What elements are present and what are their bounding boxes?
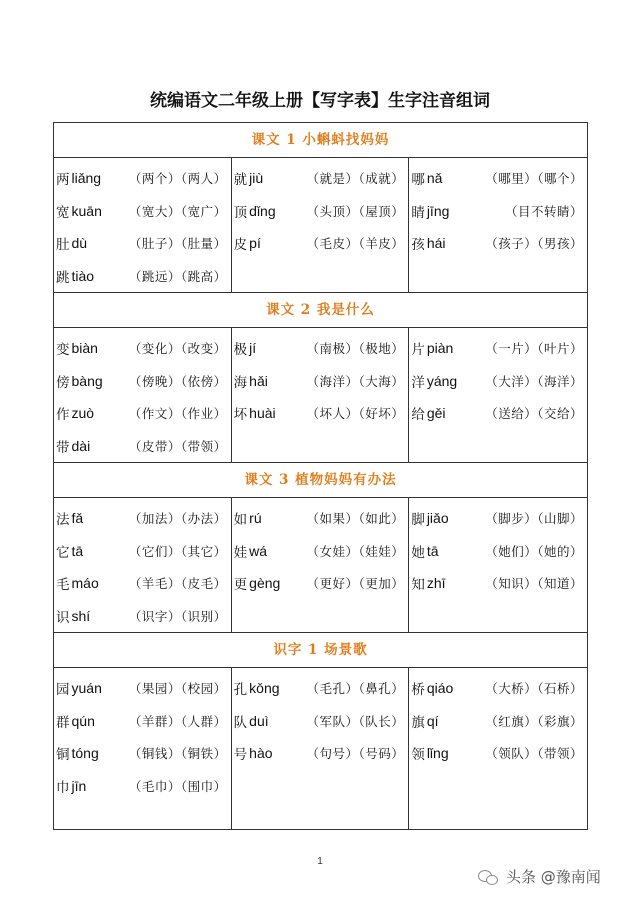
lesson-columns [54, 158, 587, 293]
word-examples: （她们）（她的） [485, 543, 583, 559]
character-entry [409, 672, 587, 705]
character-entry [232, 195, 409, 228]
character-entry [54, 365, 231, 398]
character-entry [409, 502, 587, 535]
word-examples: （大洋）（海洋） [485, 373, 583, 389]
column [409, 668, 587, 829]
lesson-section [54, 123, 587, 293]
character-entry [232, 737, 409, 770]
character: 如 [233, 512, 248, 529]
word-examples: （孩子）（男孩） [485, 236, 583, 252]
word-examples: （如果）（如此） [306, 511, 405, 527]
word-examples: （果园）（校园） [128, 681, 227, 697]
word-examples: （知识）（知道） [485, 576, 583, 592]
character-entry [232, 397, 409, 430]
word-examples: （它们）（其它） [128, 543, 227, 559]
character: 傍 [56, 374, 70, 391]
word-examples: （脚步）（山脚） [485, 511, 583, 527]
character: 洋 [411, 374, 425, 391]
character-entry [409, 195, 587, 228]
word-examples: （肚子）（肚量） [128, 236, 227, 252]
word-examples: （两个）（两人） [128, 171, 227, 187]
character-entry [54, 227, 231, 260]
word-examples: （女娃）（娃娃） [306, 543, 405, 559]
pinyin: gěi [426, 405, 446, 422]
word-examples: （傍晚）（依傍） [128, 373, 227, 389]
character: 铜 [56, 747, 70, 764]
column [232, 328, 410, 463]
word-examples: （毛孔）（鼻孔） [306, 681, 405, 697]
column [409, 158, 587, 293]
pinyin: jiǎo [426, 510, 449, 527]
character: 片 [411, 342, 425, 359]
character-entry [409, 737, 587, 770]
character-entry [409, 397, 587, 430]
character: 孔 [233, 682, 248, 699]
character-entry [54, 162, 231, 195]
character-entry [54, 502, 231, 535]
character-entry [232, 705, 409, 738]
word-examples: （句号）（号码） [306, 746, 405, 762]
watermark-text: 头条 @豫南闻 [506, 868, 601, 886]
watermark [478, 866, 601, 887]
character: 脚 [411, 512, 425, 529]
column [409, 328, 587, 463]
character: 宽 [56, 204, 70, 221]
character-entry [232, 332, 409, 365]
pinyin: liǎng [71, 170, 102, 187]
character: 变 [56, 342, 70, 359]
word-examples: （作文）（作业） [128, 406, 227, 422]
character-entry [409, 162, 587, 195]
character-entry [409, 332, 587, 365]
pinyin: qí [426, 712, 439, 729]
word-examples: （皮带）（带领） [128, 438, 227, 454]
word-examples: （毛巾）（围巾） [128, 778, 227, 794]
character-entry [54, 332, 231, 365]
pinyin: dǐng [249, 202, 276, 219]
pinyin: hái [426, 235, 446, 252]
character-table [53, 122, 588, 830]
character-entry [232, 162, 409, 195]
page-title: 统编语文二年级上册【写字表】生字注音组词 [150, 91, 490, 111]
pinyin: tiào [71, 267, 95, 284]
word-examples: （坏人）（好坏） [306, 406, 405, 422]
column [232, 498, 410, 633]
character: 知 [411, 577, 425, 594]
pinyin: huài [249, 405, 276, 422]
character: 队 [233, 714, 248, 731]
pinyin: jiù [249, 170, 264, 187]
column [232, 158, 410, 293]
character: 坏 [233, 407, 248, 424]
character: 巾 [56, 779, 70, 796]
character-entry [232, 567, 409, 600]
character-entry [232, 365, 409, 398]
word-examples: （铜钱）（铜铁） [128, 746, 227, 762]
page-number: 1 [317, 856, 323, 867]
character: 园 [56, 682, 70, 699]
pinyin: yuán [71, 680, 102, 697]
character: 睛 [411, 204, 425, 221]
pinyin: tā [426, 542, 439, 559]
character: 领 [411, 747, 425, 764]
lesson-heading: 课文 1 小蝌蚪找妈妈 [54, 123, 587, 158]
pinyin: gèng [249, 575, 281, 592]
word-examples: （大桥）（石桥） [485, 681, 583, 697]
character: 娃 [233, 544, 248, 561]
pinyin: bàng [71, 372, 103, 389]
character-entry [54, 737, 231, 770]
pinyin: kuān [71, 202, 102, 219]
character: 孩 [411, 237, 425, 254]
pinyin: nǎ [426, 170, 443, 187]
lesson-section [54, 293, 587, 463]
word-examples: （目不转睛） [504, 203, 583, 219]
word-examples: （羊毛）（皮毛） [128, 576, 227, 592]
character: 就 [233, 172, 248, 189]
pinyin: hǎi [249, 372, 268, 389]
lesson-heading: 课文 2 我是什么 [54, 293, 587, 328]
pinyin: fǎ [71, 510, 84, 527]
character-entry [54, 430, 231, 463]
word-examples: （送给）（交给） [485, 406, 583, 422]
lesson-columns [54, 498, 587, 633]
word-examples: （哪里）（哪个） [485, 171, 583, 187]
character-entry [54, 195, 231, 228]
pinyin: duì [249, 712, 269, 729]
character: 带 [56, 439, 70, 456]
character-entry [54, 567, 231, 600]
character: 皮 [233, 237, 248, 254]
pinyin: biàn [71, 340, 98, 357]
lesson-section [54, 463, 587, 633]
character-entry [54, 672, 231, 705]
word-examples: （领队）（带领） [485, 746, 583, 762]
character-entry [54, 260, 231, 293]
character-entry [54, 535, 231, 568]
word-examples: （头顶）（屋顶） [306, 203, 405, 219]
character-entry [409, 365, 587, 398]
wechat-icon [478, 868, 500, 886]
lesson-heading: 识字 1 场景歌 [54, 633, 587, 668]
word-examples: （宽大）（宽广） [128, 203, 227, 219]
word-examples: （变化）（改变） [128, 341, 227, 357]
pinyin: lǐng [426, 745, 449, 762]
column [54, 328, 232, 463]
word-examples: （南极）（极地） [306, 341, 405, 357]
character: 两 [56, 172, 70, 189]
pinyin: wá [249, 542, 268, 559]
character: 更 [233, 577, 248, 594]
character: 桥 [411, 682, 425, 699]
character-entry [409, 567, 587, 600]
character: 极 [233, 342, 248, 359]
word-examples: （军队）（队长） [306, 713, 405, 729]
character-entry [232, 502, 409, 535]
pinyin: jīn [71, 777, 87, 794]
character-entry [232, 227, 409, 260]
column [54, 668, 232, 829]
word-examples: （就是）（成就） [306, 171, 405, 187]
pinyin: shí [71, 607, 91, 624]
pinyin: tā [71, 542, 84, 559]
pinyin: rú [249, 510, 262, 527]
word-examples: （跳远）（跳高） [128, 268, 227, 284]
character: 毛 [56, 577, 70, 594]
pinyin: máo [71, 575, 99, 592]
word-examples: （一片）（叶片） [485, 341, 583, 357]
character: 它 [56, 544, 70, 561]
column [409, 498, 587, 633]
character-entry [232, 535, 409, 568]
character: 她 [411, 544, 425, 561]
word-examples: （识字）（识别） [128, 608, 227, 624]
lesson-section [54, 633, 587, 829]
pinyin: jí [249, 340, 257, 357]
character: 旗 [411, 714, 425, 731]
character-entry [54, 705, 231, 738]
word-examples: （毛皮）（羊皮） [306, 236, 405, 252]
character-entry [409, 705, 587, 738]
character: 跳 [56, 269, 70, 286]
character-entry [409, 535, 587, 568]
word-examples: （羊群）（人群） [128, 713, 227, 729]
pinyin: hào [249, 745, 273, 762]
pinyin: qiáo [426, 680, 454, 697]
word-examples: （海洋）（大海） [306, 373, 405, 389]
character-entry [409, 227, 587, 260]
character: 识 [56, 609, 70, 626]
column [54, 158, 232, 293]
word-examples: （红旗）（彩旗） [485, 713, 583, 729]
lesson-columns [54, 668, 587, 829]
character: 群 [56, 714, 70, 731]
lesson-heading: 课文 3 植物妈妈有办法 [54, 463, 587, 498]
character: 法 [56, 512, 70, 529]
pinyin: jīng [426, 202, 450, 219]
pinyin: dù [71, 235, 88, 252]
character-entry [54, 770, 231, 803]
character: 号 [233, 747, 248, 764]
pinyin: tóng [71, 745, 99, 762]
word-examples: （更好）（更加） [306, 576, 405, 592]
character: 给 [411, 407, 425, 424]
word-examples: （加法）（办法） [128, 511, 227, 527]
character: 作 [56, 407, 70, 424]
pinyin: kǒng [249, 680, 280, 697]
column [54, 498, 232, 633]
pinyin: qún [71, 712, 95, 729]
character-entry [232, 672, 409, 705]
pinyin: zhī [426, 575, 446, 592]
pinyin: zuò [71, 405, 95, 422]
character: 顶 [233, 204, 248, 221]
lesson-columns [54, 328, 587, 463]
character-entry [54, 397, 231, 430]
character: 海 [233, 374, 248, 391]
pinyin: yáng [426, 372, 458, 389]
pinyin: dài [71, 437, 91, 454]
column [232, 668, 410, 829]
character: 肚 [56, 237, 70, 254]
pinyin: piàn [426, 340, 454, 357]
pinyin: pí [249, 235, 261, 252]
character-entry [54, 600, 231, 633]
character: 哪 [411, 172, 425, 189]
